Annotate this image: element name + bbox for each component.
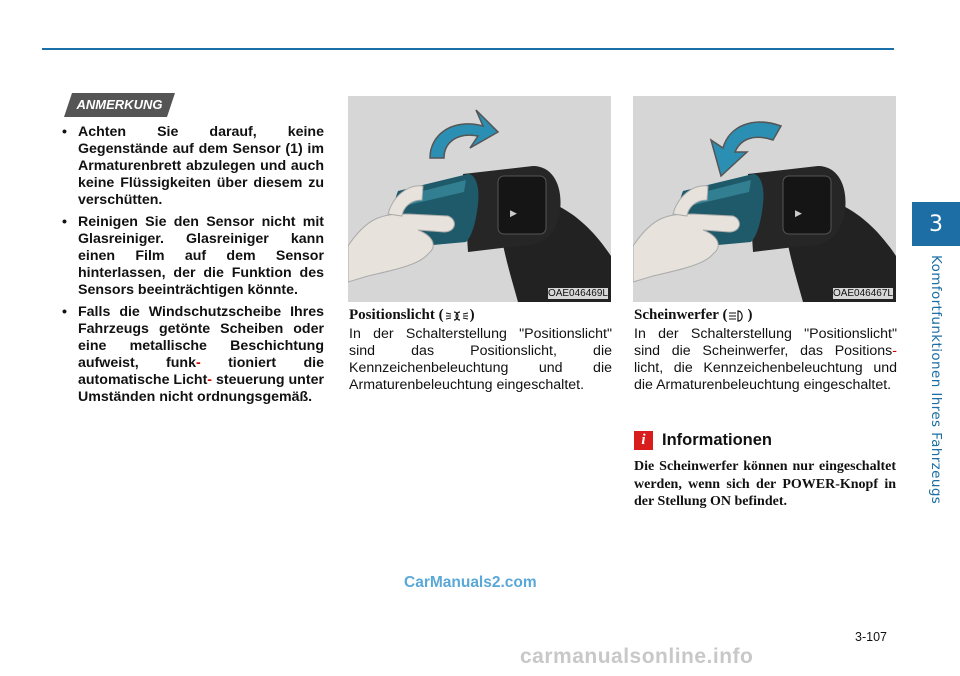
position-light-figure (348, 96, 611, 302)
info-header (634, 431, 772, 450)
info-text: Die Scheinwerfer können nur eingeschaltet werden, wenn sich der POWER-Knopf in der Stellung ON befindet. (634, 459, 896, 509)
note-item-text: Falls die Windschutzscheibe Ihres Fahrzeugs getönte Scheiben oder eine metallische Beschichtung aufweist, funk- tioniert die automatische Licht- steuerung unter Umständen nicht ordnungsgemäß. (78, 304, 324, 405)
note-item-text: Achten Sie darauf, keine Gegenstände auf dem Sensor (1) im Armaturenbrett abzulegen und auch keine Flüssigkeiten über diesem zu verschütten. (78, 124, 324, 208)
figure-code: OAE046467L (832, 288, 893, 299)
note-list (62, 124, 324, 411)
watermark-link[interactable]: CarManuals2.com (404, 574, 537, 591)
note-badge (64, 93, 175, 117)
headlight-figure (633, 96, 896, 302)
bullet-icon: • (62, 304, 67, 320)
light-switch-illustration (633, 96, 896, 302)
bullet-icon: • (62, 214, 67, 230)
headlight-title: Scheinwerfer ( ) (634, 307, 753, 323)
headlight-icon (728, 309, 746, 323)
chapter-tab: 3 (912, 202, 960, 246)
note-badge-label: ANMERKUNG (76, 97, 163, 112)
headlight-text: In der Schalterstellung "Positionslicht" sind die Scheinwerfer, das Positions- licht, die Kennzeichenbeleuchtung und die Armaturenbeleuchtung eingeschaltet. (634, 326, 897, 393)
parking-light-icon (445, 309, 469, 323)
svg-text:▶: ▶ (510, 209, 517, 219)
bullet-icon: • (62, 124, 67, 140)
chapter-title: Komfortfunktionen Ihres Fahrzeugs (928, 255, 944, 505)
note-item (62, 124, 324, 209)
note-item (62, 304, 324, 406)
position-light-text: In der Schalterstellung "Positionslicht" sind das Positionslicht, die Kennzeichenbeleuchtung und die Armaturenbeleuchtung eingeschaltet. (349, 326, 612, 393)
page-number: 3-107 (855, 630, 887, 644)
note-item (62, 214, 324, 299)
note-item-text: Reinigen Sie den Sensor nicht mit Glasreiniger. Glasreiniger kann einen Film auf dem Sensor hinterlassen, der die Funktion des Sensors beeinträchtigen könnte. (78, 214, 324, 298)
position-light-title: Positionslicht ( ) (349, 307, 475, 323)
site-watermark: carmanualsonline.info (520, 645, 754, 668)
figure-code: OAE046469L (547, 288, 608, 299)
header-rule (42, 48, 894, 50)
info-icon: i (634, 431, 653, 450)
light-switch-illustration (348, 96, 611, 302)
info-title: Informationen (662, 431, 772, 449)
svg-text:▶: ▶ (795, 209, 802, 219)
